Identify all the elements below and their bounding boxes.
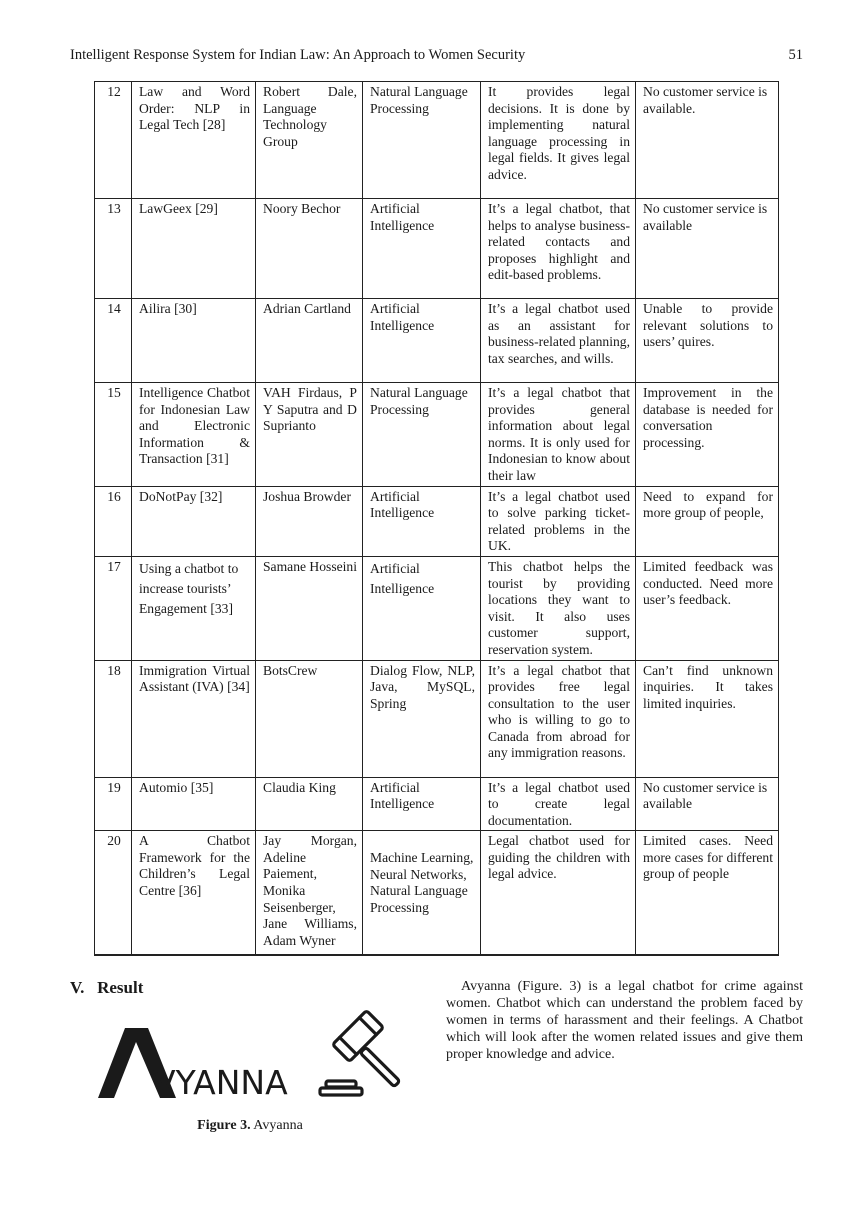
cell-limitation: Can’t find unknown inquiries. It takes limited inquiries. [636, 660, 779, 777]
cell-title: Automio [35] [132, 777, 256, 831]
table-row [95, 777, 779, 831]
survey-table [94, 81, 779, 956]
page-number: 51 [788, 47, 803, 63]
figure-caption-text: Avyanna [250, 1118, 303, 1133]
cell-description: It provides legal decisions. It is done by implementing natural language processing in legal fields. It gives legal advice. [481, 82, 636, 199]
cell-technology: Artificial Intelligence [363, 299, 481, 383]
cell-description: It’s a legal chatbot used as an assistant for business-related planning, tax searches, and wills. [481, 299, 636, 383]
cell-technology: Artificial Intelligence [363, 486, 481, 556]
figure-label: Figure 3. [197, 1118, 251, 1133]
cell-title: Using a chatbot to increase tourists’ Engagement [33] [132, 556, 256, 660]
cell-author: Adrian Cartland [256, 299, 363, 383]
cell-author: Jay Morgan, Adeline Paiement, Monika Seisenberger, Jane Williams, Adam Wyner [256, 831, 363, 955]
cell-limitation: Limited cases. Need more cases for different group of people [636, 831, 779, 955]
row-number: 16 [95, 486, 132, 556]
cell-limitation: Need to expand for more group of people, [636, 486, 779, 556]
cell-author: Noory Bechor [256, 199, 363, 299]
cell-author: Robert Dale, Language Technology Group [256, 82, 363, 199]
result-paragraph: Avyanna (Figure. 3) is a legal chatbot for crime against women. Chatbot which can understand the problem faced by women in terms of harassment and their feelings. A Chatbot which will look after the women related issues and give them proper knowledge and advice. [446, 979, 803, 1062]
cell-limitation: Improvement in the database is needed for conversation processing. [636, 383, 779, 487]
cell-title: Intelligence Chatbot for Indonesian Law and Electronic Information & Transaction [31] [132, 383, 256, 487]
cell-description: This chatbot helps the tourist by providing locations they want to visit. It also uses customer support, reservation system. [481, 556, 636, 660]
gavel-icon [320, 1011, 400, 1095]
cell-title: Law and Word Order: NLP in Legal Tech [28] [132, 82, 256, 199]
cell-description: It’s a legal chatbot that provides free legal consultation to the user who is willing to go to Canada from abroad for any immigration reasons. [481, 660, 636, 777]
section-heading: V. Result [70, 978, 144, 997]
running-header [70, 46, 803, 64]
survey-table-container [94, 81, 778, 956]
row-number: 20 [95, 831, 132, 955]
cell-author: Samane Hosseini [256, 556, 363, 660]
cell-description: It’s a legal chatbot used to solve parking ticket-related problems in the UK. [481, 486, 636, 556]
figure-caption [0, 1117, 500, 1135]
row-number: 18 [95, 660, 132, 777]
cell-technology: Artificial Intelligence [363, 199, 481, 299]
cell-description: It’s a legal chatbot that provides general information about legal norms. It is only used for Indonesian to know about their law [481, 383, 636, 487]
cell-author: Claudia King [256, 777, 363, 831]
cell-technology: Dialog Flow, NLP, Java, MySQL, Spring [363, 660, 481, 777]
row-number: 14 [95, 299, 132, 383]
cell-technology [363, 831, 481, 955]
cell-author: Joshua Browder [256, 486, 363, 556]
row-number: 12 [95, 82, 132, 199]
table-row [95, 199, 779, 299]
table-row [95, 831, 779, 955]
row-number: 15 [95, 383, 132, 487]
table-row [95, 383, 779, 487]
running-title: Intelligent Response System for Indian Law: An Approach to Women Security [70, 47, 526, 63]
cell-limitation: No customer service is available. [636, 82, 779, 199]
avyanna-logo [96, 1002, 402, 1106]
cell-author: BotsCrew [256, 660, 363, 777]
cell-description: Legal chatbot used for guiding the children with legal advice. [481, 831, 636, 955]
cell-description: It’s a legal chatbot, that helps to analyse business-related contacts and proposes highlight and edit-based problems. [481, 199, 636, 299]
cell-title: DoNotPay [32] [132, 486, 256, 556]
cell-technology: Natural Language Processing [363, 82, 481, 199]
cell-description: It’s a legal chatbot used to create legal documentation. [481, 777, 636, 831]
table-row [95, 299, 779, 383]
cell-author: VAH Firdaus, P Y Saputra and D Suprianto [256, 383, 363, 487]
cell-limitation: No customer service is available [636, 199, 779, 299]
cell-title: Immigration Virtual Assistant (IVA) [34] [132, 660, 256, 777]
cell-title: LawGeex [29] [132, 199, 256, 299]
cell-technology-text: Machine Learning, Neural Networks, Natural Language Processing [370, 850, 474, 916]
table-row [95, 82, 779, 199]
cell-limitation: Unable to provide relevant solutions to users’ quires. [636, 299, 779, 383]
table-row [95, 556, 779, 660]
row-number: 19 [95, 777, 132, 831]
row-number: 13 [95, 199, 132, 299]
logo-wordmark: VYANNA [153, 1063, 288, 1102]
cell-title: A Chatbot Framework for the Children’s Legal Centre [36] [132, 831, 256, 955]
cell-technology: Artificial Intelligence [363, 556, 481, 660]
row-number: 17 [95, 556, 132, 660]
cell-limitation: Limited feedback was conducted. Need more user’s feedback. [636, 556, 779, 660]
cell-limitation: No customer service is available [636, 777, 779, 831]
table-row [95, 486, 779, 556]
cell-technology: Natural Language Processing [363, 383, 481, 487]
cell-technology: Artificial Intelligence [363, 777, 481, 831]
table-row [95, 660, 779, 777]
cell-title: Ailira [30] [132, 299, 256, 383]
